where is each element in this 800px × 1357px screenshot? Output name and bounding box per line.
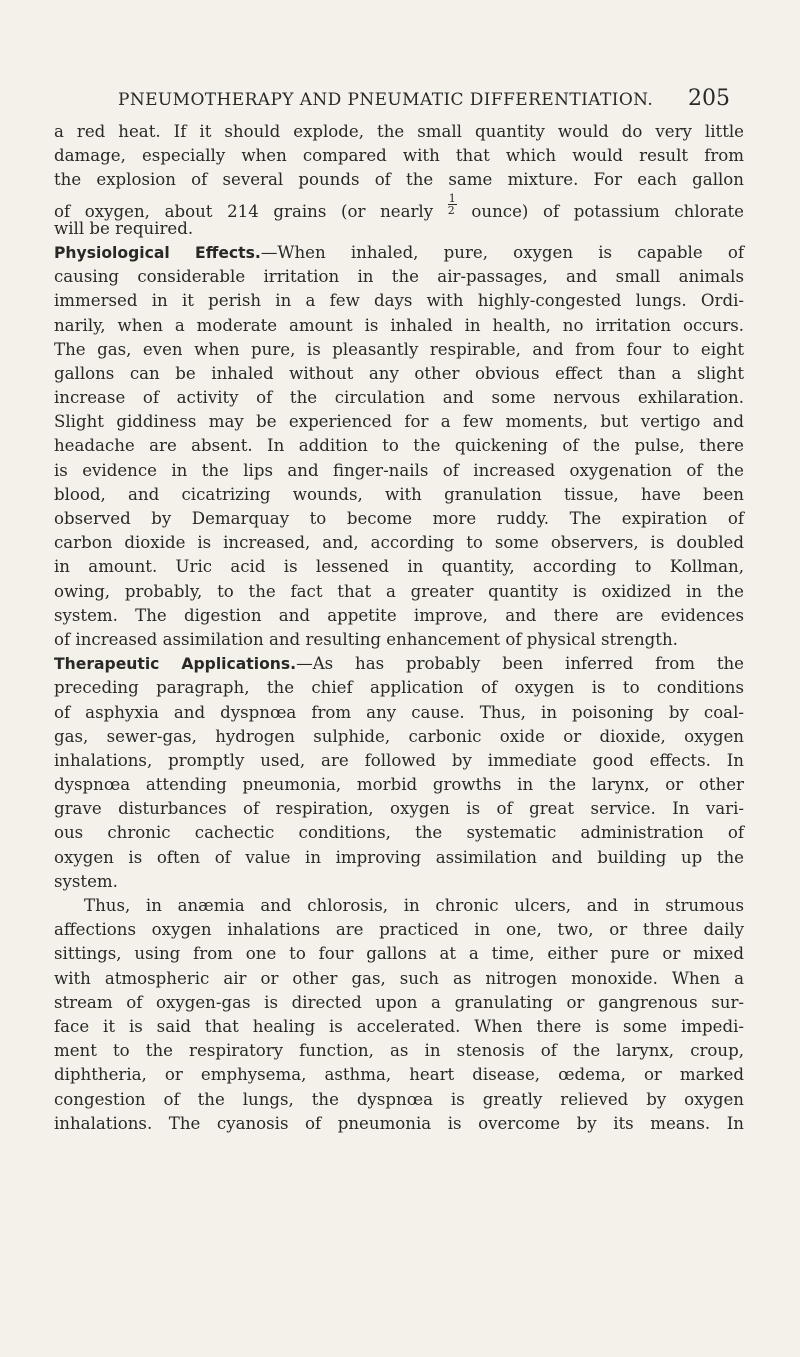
text-line: oxygen is often of value in improving assimilation and building up the: [54, 847, 744, 867]
text-line: damage, especially when compared with that which would result from: [54, 146, 744, 166]
text-line: causing considerable irritation in the air-passages, and small animals: [54, 267, 744, 287]
text-line: a red heat. If it should explode, the small quantity would do very little: [54, 122, 744, 141]
text-line: preceding paragraph, the chief application of oxygen is to conditions: [54, 678, 744, 698]
text-line: The gas, even when pure, is pleasantly respirable, and from four to eight: [54, 339, 744, 359]
text-fragment: of oxygen, about 214 grains (or nearly: [54, 201, 434, 221]
text-line: observed by Demarquay to become more ruddy. The expiration of: [54, 509, 744, 528]
text-line: in amount. Uric acid is lessened in quantity, according to Kollman,: [54, 557, 744, 577]
text-line: of asphyxia and dyspnœa from any cause. Thus, in poisoning by coal-: [54, 702, 744, 722]
text-line: Slight giddiness may be experienced for a few moments, but vertigo and: [54, 412, 744, 432]
text-line: blood, and cicatrizing wounds, with granulation tissue, have been: [54, 484, 744, 504]
one-half-fraction: [448, 193, 457, 216]
text-fragment: —As has probably been inferred from the: [296, 654, 744, 674]
text-line: Thus, in anæmia and chlorosis, in chronic ulcers, and in strumous: [84, 896, 744, 915]
text-line: ment to the respiratory function, as in stenosis of the larynx, croup,: [54, 1041, 744, 1061]
text-line: the explosion of several pounds of the same mixture. For each gallon: [54, 170, 744, 190]
page-number: 205: [688, 86, 730, 111]
text-line: narily, when a moderate amount is inhaled in health, no irritation occurs.: [54, 315, 744, 335]
text-line: gallons can be inhaled without any other obvious effect than a slight: [54, 363, 744, 383]
text-line: with atmospheric air or other gas, such as nitrogen monoxide. When a: [54, 968, 744, 988]
heading-therapeutic-applications: Therapeutic Applications.: [54, 655, 297, 674]
body-text: [54, 120, 744, 1136]
text-line: will be required.: [54, 218, 194, 238]
text-line: of increased assimilation and resulting enhancement of physical strength.: [54, 629, 678, 649]
running-head: PNEUMOTHERAPY AND PNEUMATIC DIFFERENTIATION.: [118, 90, 654, 110]
text-line: inhalations, promptly used, are followed by immediate good effects. In: [54, 750, 744, 770]
text-line: face it is said that healing is accelerated. When there is some impedi-: [54, 1016, 744, 1036]
text-line: carbon dioxide is increased, and, according to some observers, is doubled: [54, 533, 744, 553]
text-line: gas, sewer-gas, hydrogen sulphide, carbonic oxide or dioxide, oxygen: [54, 726, 744, 746]
text-line: inhalations. The cyanosis of pneumonia is overcome by its means. In: [54, 1113, 744, 1133]
text-line: sittings, using from one to four gallons at a time, either pure or mixed: [54, 944, 744, 964]
text-line: dyspnœa attending pneumonia, morbid growths in the larynx, or other: [54, 775, 744, 795]
heading-physiological-effects: Physiological Effects.: [54, 243, 261, 262]
text-line: grave disturbances of respiration, oxygen is of great service. In vari-: [54, 799, 744, 819]
text-line: headache are absent. In addition to the quickening of the pulse, there: [54, 436, 744, 456]
text-line: owing, probably, to the fact that a greater quantity is oxidized in the: [54, 581, 744, 601]
fraction-denominator: 2: [447, 203, 455, 217]
text-fragment: —When inhaled, pure, oxygen is capable of: [260, 242, 745, 262]
text-line: system. The digestion and appetite improve, and there are evidences: [54, 605, 744, 625]
text-line: [54, 191, 744, 221]
text-line: affections oxygen inhalations are practiced in one, two, or three daily: [54, 920, 744, 940]
text-line: diphtheria, or emphysema, asthma, heart disease, œdema, or marked: [54, 1065, 744, 1085]
text-line: congestion of the lungs, the dyspnœa is greatly relieved by oxygen: [54, 1089, 744, 1109]
fraction-numerator: 1: [448, 191, 456, 205]
text-line: ous chronic cachectic conditions, the systematic administration of: [54, 823, 744, 843]
text-line: immersed in it perish in a few days with highly-congested lungs. Ordi-: [54, 291, 744, 311]
text-line: increase of activity of the circulation and some nervous exhilaration.: [54, 388, 744, 408]
text-line: system.: [54, 871, 118, 891]
text-line: is evidence in the lips and finger-nails of increased oxygenation of the: [54, 460, 744, 480]
text-line: stream of oxygen-gas is directed upon a granulating or gangrenous sur-: [54, 992, 744, 1012]
text-line: [54, 241, 744, 265]
text-line: [54, 652, 744, 676]
text-fragment: ounce) of potassium chlorate: [471, 201, 744, 221]
